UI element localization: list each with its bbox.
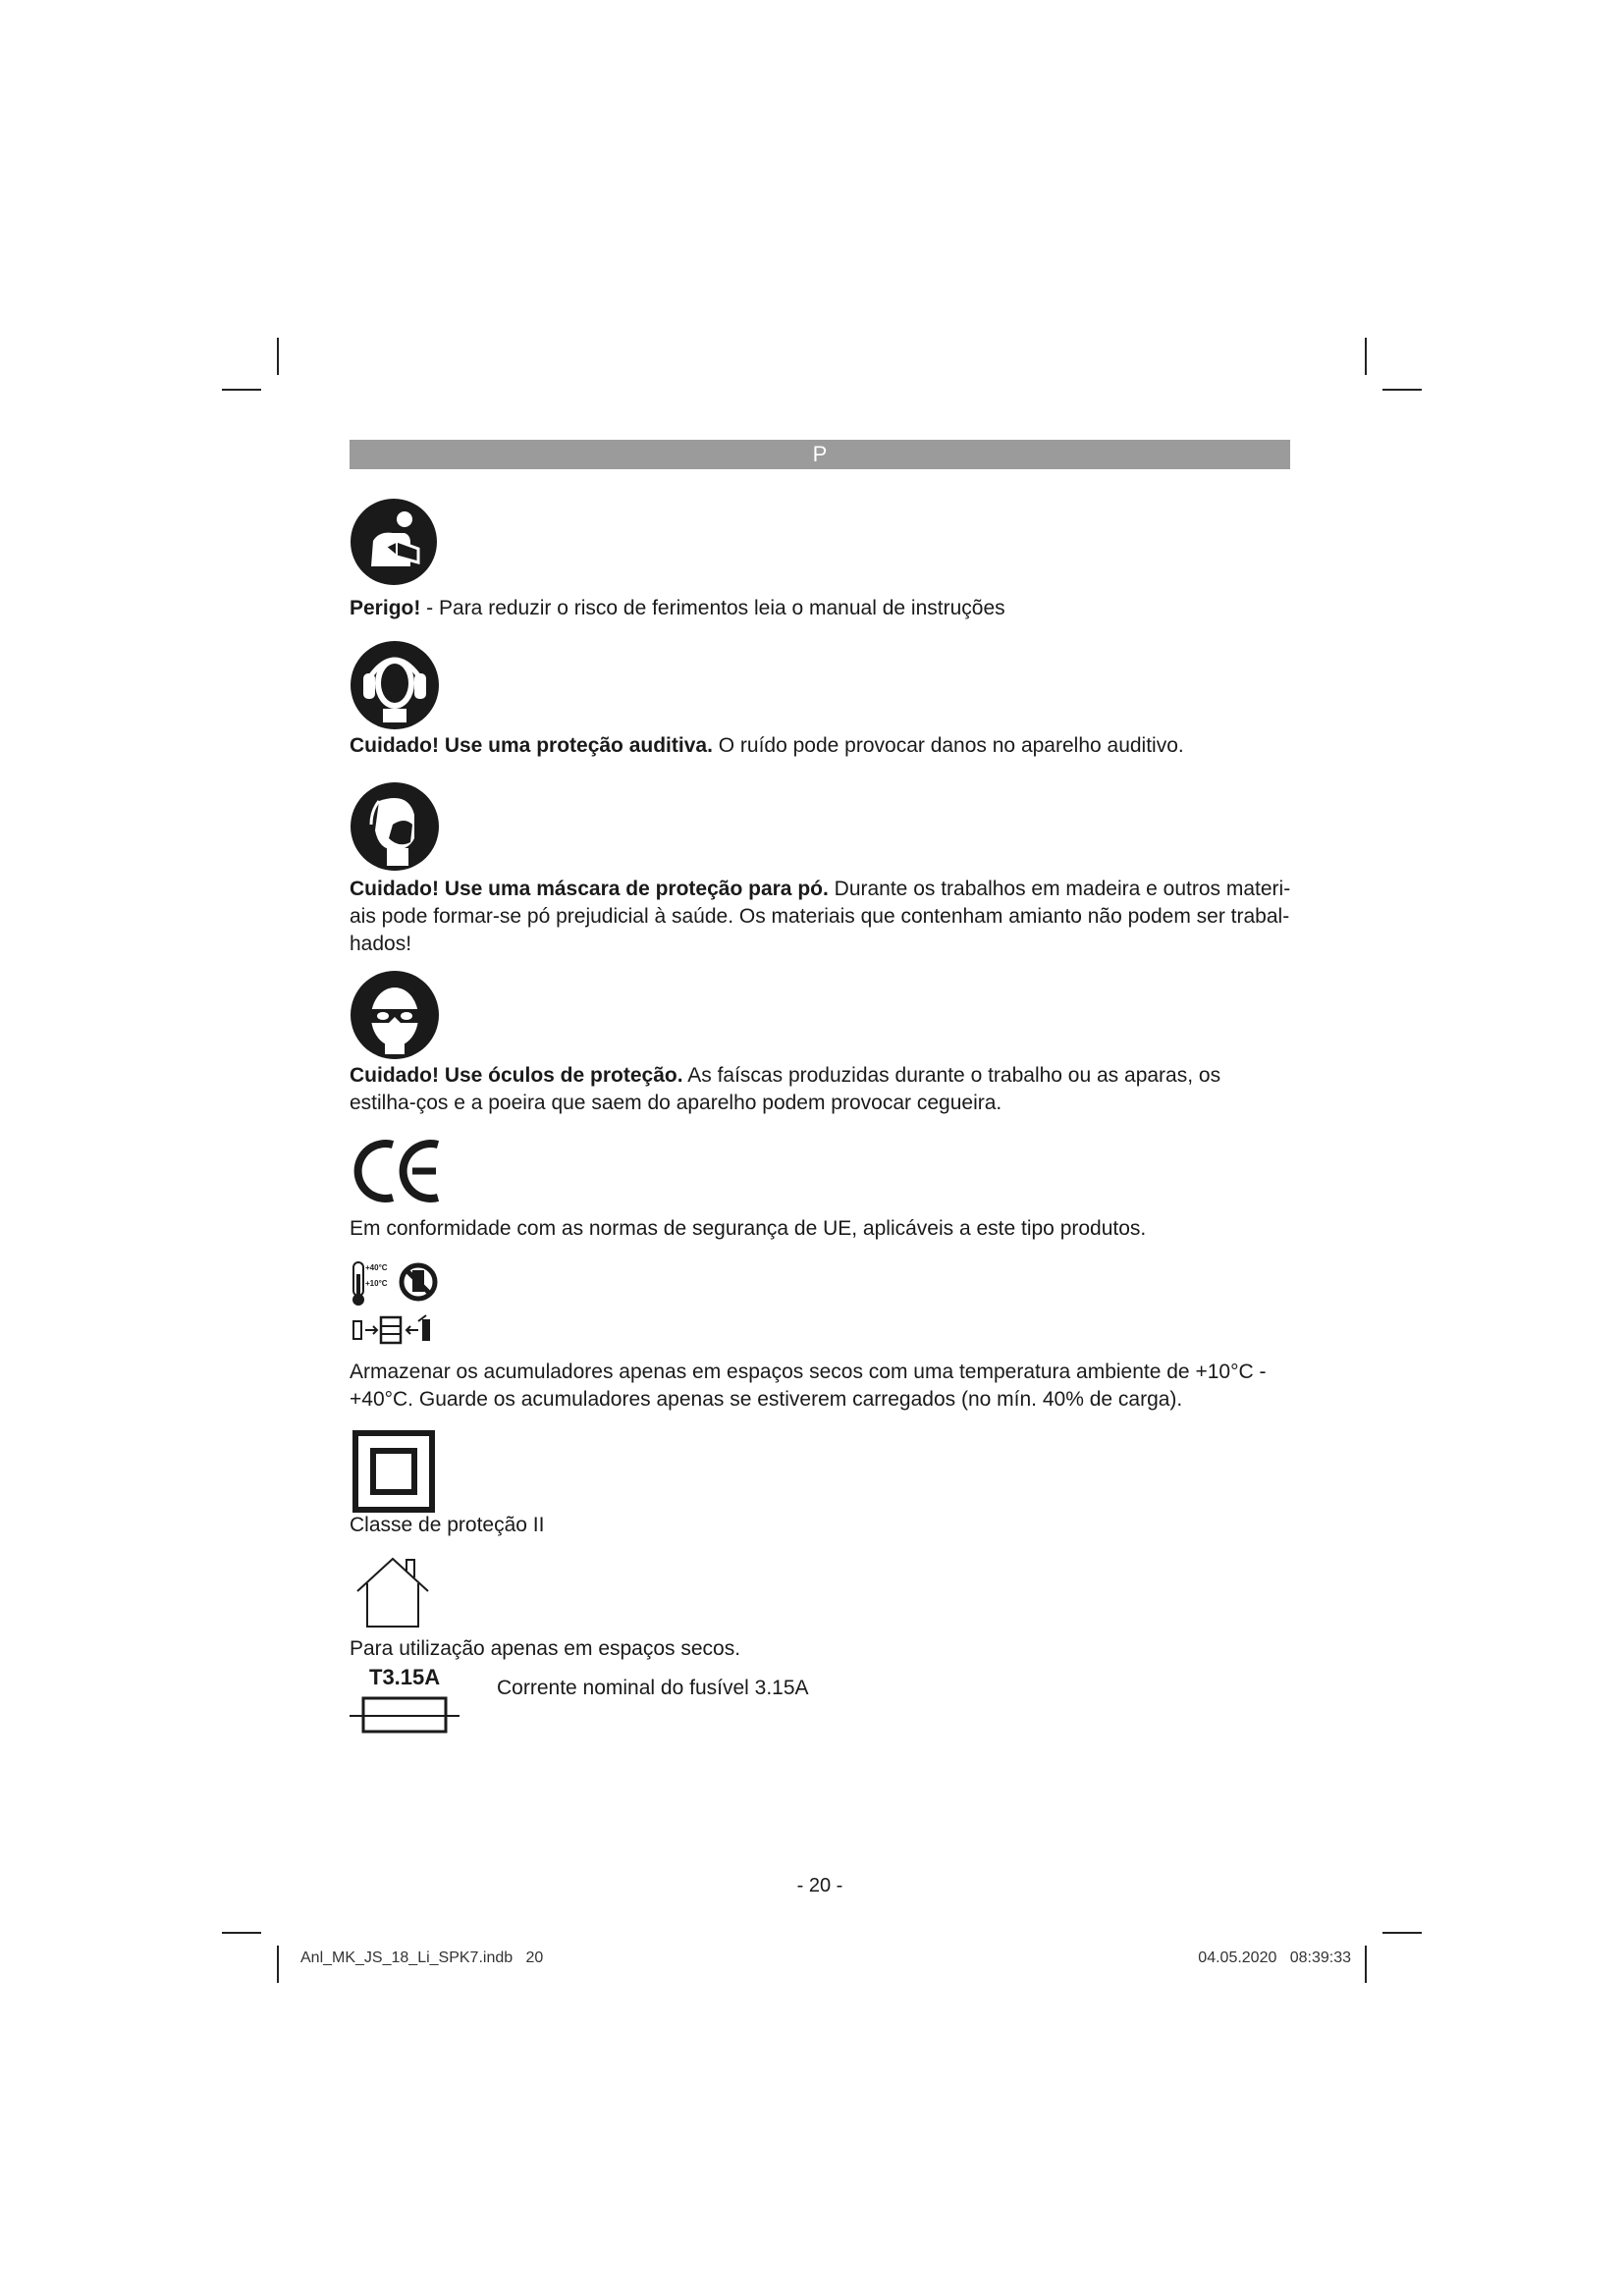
footer-timestamp: 04.05.2020 08:39:33	[1198, 1949, 1351, 1966]
ce-mark-icon	[352, 1139, 446, 1203]
crop-mark	[277, 1946, 279, 1983]
warning-text: As faíscas produzidas durante o trabalho ou as aparas, os estilha-ços e a poeira que saem do aparelho podem provocar cegueira.	[350, 1064, 1221, 1114]
crop-mark	[277, 338, 279, 375]
read-manual-icon	[350, 498, 438, 586]
warning-label: Cuidado! Use óculos de proteção.	[350, 1064, 683, 1087]
warning-text: Para utilização apenas em espaços secos.	[350, 1637, 741, 1660]
page-number: - 20 -	[796, 1875, 843, 1896]
warning-text: Armazenar os acumuladores apenas em espaços secos com uma temperatura ambiente de +10°C - +40°C. Guarde os acumuladores apenas se estiverem carregados (no mín. 40% de carga).	[350, 1361, 1267, 1411]
warning-read-manual	[350, 595, 1292, 622]
battery-storage-icon	[350, 1260, 448, 1351]
indoor-use-icon	[353, 1556, 432, 1630]
fuse-text: Corrente nominal do fusível 3.15A	[497, 1677, 809, 1699]
protection-class-ii-icon	[352, 1429, 436, 1514]
warning-dust-mask	[350, 876, 1292, 958]
protection-class-text	[350, 1512, 1292, 1539]
warning-eye-protection	[350, 1062, 1292, 1117]
warning-label: Cuidado! Use uma proteção auditiva.	[350, 734, 713, 757]
warning-text: O ruído pode provocar danos no aparelho auditivo.	[712, 734, 1184, 757]
warning-text: - Para reduzir o risco de ferimentos leia o manual de instruções	[420, 597, 1005, 619]
warning-text: Em conformidade com as normas de segurança de UE, aplicáveis a este tipo produtos.	[350, 1217, 1147, 1240]
ear-protection-icon	[350, 640, 440, 730]
crop-mark	[1382, 1932, 1422, 1934]
fuse-label: T3.15A	[369, 1665, 441, 1689]
crop-mark	[222, 389, 261, 391]
footer-file-name: Anl_MK_JS_18_Li_SPK7.indb 20	[300, 1949, 544, 1966]
language-code: P	[812, 442, 828, 466]
warning-label: Perigo!	[350, 597, 421, 619]
crop-mark	[222, 1932, 261, 1934]
language-header-bar	[350, 440, 1290, 469]
temp-high-label: +40°C	[365, 1263, 388, 1272]
temp-low-label: +10°C	[365, 1279, 388, 1288]
fuse-icon	[350, 1692, 460, 1737]
battery-storage-text	[350, 1359, 1292, 1414]
warning-text: Durante os trabalhos em madeira e outros materi-ais pode formar-se pó prejudicial à saúde. Os materiais que contenham amianto não podem ser trabal-hados!	[350, 878, 1291, 955]
eye-protection-icon	[350, 970, 440, 1060]
warning-label: Cuidado! Use uma máscara de proteção para pó.	[350, 878, 829, 900]
ce-conformity-text	[350, 1215, 1292, 1243]
warning-ear-protection	[350, 732, 1292, 760]
warning-text: Classe de proteção II	[350, 1514, 545, 1536]
dust-mask-icon	[350, 781, 440, 872]
crop-mark	[1365, 338, 1367, 375]
indoor-use-text	[350, 1635, 1292, 1663]
crop-mark	[1365, 1946, 1367, 1983]
crop-mark	[1382, 389, 1422, 391]
